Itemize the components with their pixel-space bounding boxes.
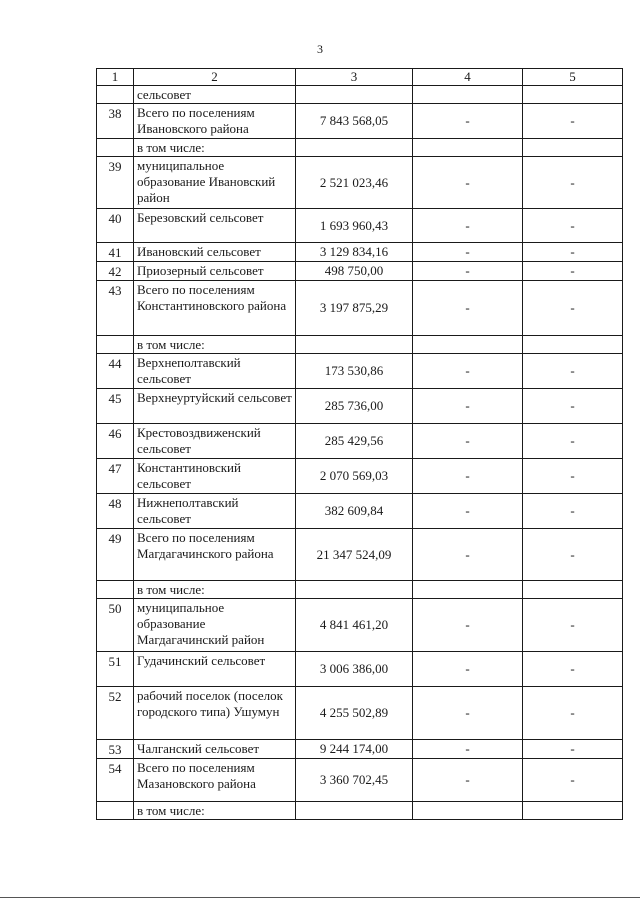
col-4-value: -: [413, 354, 523, 389]
row-number: [97, 86, 134, 104]
row-number: 38: [97, 104, 134, 139]
col-4-value: -: [413, 243, 523, 262]
row-number: 46: [97, 424, 134, 459]
table-row: [97, 281, 623, 336]
header-col-1: 1: [97, 69, 134, 86]
col-4-value: -: [413, 599, 523, 652]
table-row: [97, 740, 623, 759]
col-5-value: [523, 139, 623, 157]
amount: 498 750,00: [296, 262, 413, 281]
row-number: 50: [97, 599, 134, 652]
row-number: [97, 802, 134, 820]
header-col-3: 3: [296, 69, 413, 86]
row-number: 41: [97, 243, 134, 262]
col-4-value: [413, 139, 523, 157]
amount: 285 736,00: [296, 389, 413, 424]
col-5-value: -: [523, 209, 623, 243]
settlement-name: Всего по поселениям Магдагачинского района: [134, 529, 296, 581]
row-number: 47: [97, 459, 134, 494]
col-4-value: -: [413, 281, 523, 336]
col-5-value: [523, 802, 623, 820]
col-4-value: -: [413, 389, 523, 424]
col-5-value: -: [523, 243, 623, 262]
amount: 21 347 524,09: [296, 529, 413, 581]
table-row: [97, 209, 623, 243]
settlement-name: муниципальное образование Магдагачинский район: [134, 599, 296, 652]
col-4-value: -: [413, 687, 523, 740]
amount: [296, 802, 413, 820]
amount: 9 244 174,00: [296, 740, 413, 759]
settlement-name: муниципальное образование Ивановский район: [134, 157, 296, 209]
settlement-name: Всего по поселениям Мазановского района: [134, 759, 296, 802]
col-5-value: -: [523, 687, 623, 740]
settlement-name: Нижнеполтавский сельсовет: [134, 494, 296, 529]
table-row: [97, 529, 623, 581]
col-4-value: [413, 802, 523, 820]
table-row: [97, 759, 623, 802]
settlement-name: в том числе:: [134, 581, 296, 599]
header-col-4: 4: [413, 69, 523, 86]
col-4-value: [413, 86, 523, 104]
row-number: 40: [97, 209, 134, 243]
settlement-name: Верхнеполтавский сельсовет: [134, 354, 296, 389]
amount: 173 530,86: [296, 354, 413, 389]
settlement-name: Константиновский сельсовет: [134, 459, 296, 494]
amount: 3 006 386,00: [296, 652, 413, 687]
settlement-name: сельсовет: [134, 86, 296, 104]
amount: 285 429,56: [296, 424, 413, 459]
amount: 2 521 023,46: [296, 157, 413, 209]
table-row: [97, 389, 623, 424]
amount: 4 841 461,20: [296, 599, 413, 652]
col-4-value: -: [413, 209, 523, 243]
settlement-name: Ивановский сельсовет: [134, 243, 296, 262]
col-4-value: -: [413, 459, 523, 494]
row-number: 43: [97, 281, 134, 336]
settlement-name: Всего по поселениям Ивановского района: [134, 104, 296, 139]
table-row: [97, 581, 623, 599]
bottom-rule: [0, 897, 640, 898]
row-number: 49: [97, 529, 134, 581]
header-col-2: 2: [134, 69, 296, 86]
table-row: [97, 424, 623, 459]
table-row: [97, 336, 623, 354]
settlement-name: Чалганский сельсовет: [134, 740, 296, 759]
col-5-value: -: [523, 157, 623, 209]
table-row: [97, 139, 623, 157]
row-number: 39: [97, 157, 134, 209]
settlement-name: Всего по поселениям Константиновского района: [134, 281, 296, 336]
page-number: 3: [317, 42, 323, 56]
amount: 1 693 960,43: [296, 209, 413, 243]
row-number: 51: [97, 652, 134, 687]
settlement-name: Крестовоздвиженский сельсовет: [134, 424, 296, 459]
col-5-value: -: [523, 281, 623, 336]
table-row: [97, 157, 623, 209]
col-4-value: -: [413, 157, 523, 209]
settlement-name: в том числе:: [134, 139, 296, 157]
col-5-value: [523, 86, 623, 104]
amount: 7 843 568,05: [296, 104, 413, 139]
row-number: [97, 581, 134, 599]
col-4-value: -: [413, 104, 523, 139]
col-5-value: -: [523, 740, 623, 759]
col-4-value: [413, 336, 523, 354]
amount: 3 197 875,29: [296, 281, 413, 336]
table-row: [97, 494, 623, 529]
header-col-5: 5: [523, 69, 623, 86]
row-number: 52: [97, 687, 134, 740]
settlement-name: Приозерный сельсовет: [134, 262, 296, 281]
amount: 382 609,84: [296, 494, 413, 529]
amount: [296, 139, 413, 157]
settlement-name: Верхнеуртуйский сельсовет: [134, 389, 296, 424]
col-4-value: -: [413, 652, 523, 687]
row-number: 53: [97, 740, 134, 759]
col-5-value: -: [523, 459, 623, 494]
col-4-value: -: [413, 424, 523, 459]
row-number: 45: [97, 389, 134, 424]
col-5-value: -: [523, 494, 623, 529]
col-5-value: -: [523, 424, 623, 459]
settlement-name: рабочий поселок (поселок городского типа) Ушумун: [134, 687, 296, 740]
amount: [296, 336, 413, 354]
amount: [296, 86, 413, 104]
table-row: [97, 104, 623, 139]
amount: 3 360 702,45: [296, 759, 413, 802]
table-row: [97, 243, 623, 262]
settlement-name: Гудачинский сельсовет: [134, 652, 296, 687]
amount: 3 129 834,16: [296, 243, 413, 262]
row-number: 54: [97, 759, 134, 802]
col-5-value: -: [523, 529, 623, 581]
col-5-value: -: [523, 354, 623, 389]
col-5-value: -: [523, 389, 623, 424]
table-row: [97, 652, 623, 687]
col-4-value: -: [413, 759, 523, 802]
col-4-value: -: [413, 262, 523, 281]
table-row: [97, 802, 623, 820]
table-header-row: [97, 69, 623, 86]
settlement-name: в том числе:: [134, 336, 296, 354]
row-number: [97, 336, 134, 354]
col-5-value: -: [523, 599, 623, 652]
table-row: [97, 86, 623, 104]
amount: 2 070 569,03: [296, 459, 413, 494]
row-number: 42: [97, 262, 134, 281]
table-row: [97, 687, 623, 740]
col-5-value: -: [523, 652, 623, 687]
amount: [296, 581, 413, 599]
col-4-value: -: [413, 740, 523, 759]
settlement-name: Березовский сельсовет: [134, 209, 296, 243]
budget-table: [96, 68, 623, 820]
table-row: [97, 262, 623, 281]
row-number: [97, 139, 134, 157]
col-5-value: -: [523, 262, 623, 281]
col-4-value: [413, 581, 523, 599]
table-row: [97, 599, 623, 652]
col-5-value: [523, 581, 623, 599]
table-row: [97, 459, 623, 494]
col-5-value: [523, 336, 623, 354]
row-number: 48: [97, 494, 134, 529]
amount: 4 255 502,89: [296, 687, 413, 740]
col-4-value: -: [413, 529, 523, 581]
settlement-name: в том числе:: [134, 802, 296, 820]
col-4-value: -: [413, 494, 523, 529]
table-row: [97, 354, 623, 389]
col-5-value: -: [523, 759, 623, 802]
row-number: 44: [97, 354, 134, 389]
col-5-value: -: [523, 104, 623, 139]
